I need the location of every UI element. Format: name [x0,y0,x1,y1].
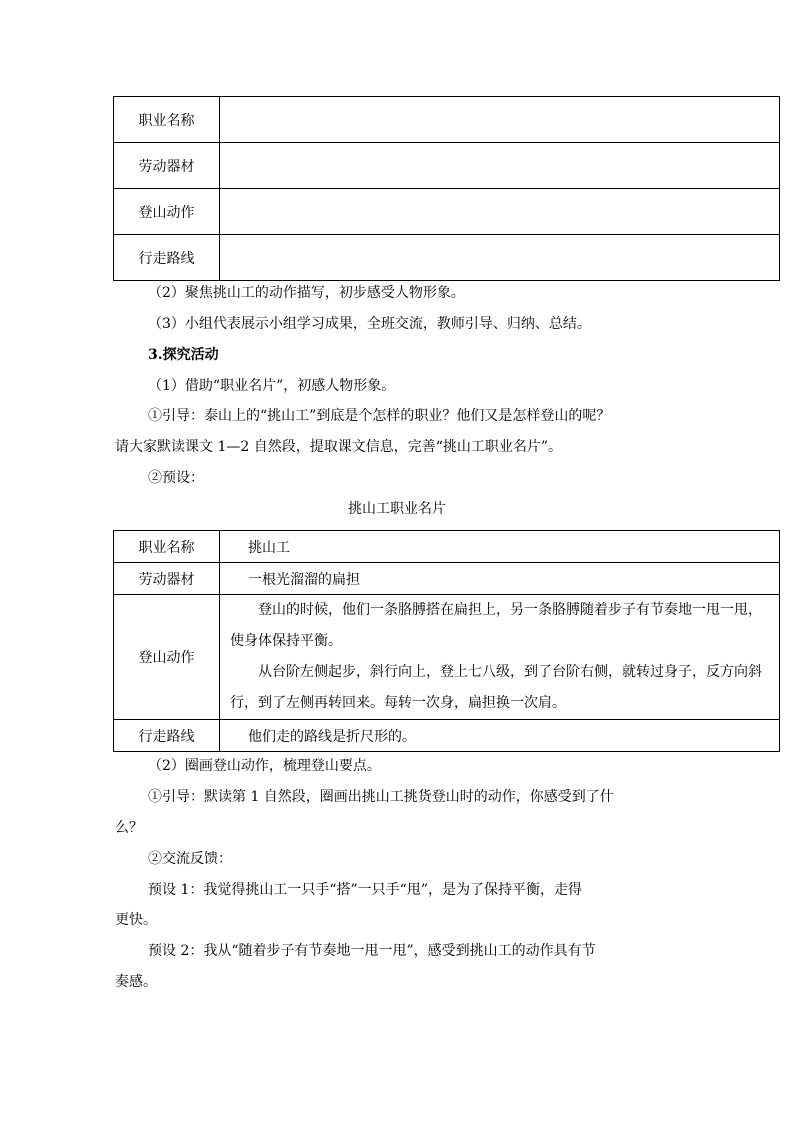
intro-line: （3）小组代表展示小组学习成果，全班交流，教师引导、归纳、总结。 [148,316,591,332]
job-name-cell [220,97,780,143]
tool-label: 劳动器材 [114,143,220,189]
table-row [114,97,780,143]
climb-action-cell [220,189,780,235]
route-cell [220,235,780,281]
climb-action-label: 登山动作 [114,595,220,720]
route-label: 行走路线 [114,720,220,752]
intro-line: ①引导：泰山上的“挑山工”到底是个怎样的职业？他们又是怎样登山的呢？ [148,408,611,424]
table-row [114,563,780,595]
section-heading: 3.探究活动 [148,347,219,363]
intro-line: ②预设： [148,470,204,486]
blank-job-card-table [113,96,780,281]
table-row [114,189,780,235]
job-name-value: 挑山工 [220,531,780,563]
intro-line: 请大家默读课文 1—2 自然段，提取课文信息，完善“挑山工职业名片”。 [115,439,563,455]
table-row [114,595,780,720]
table-row [114,143,780,189]
body-line: 么？ [115,820,143,836]
table-row [114,235,780,281]
climb-action-value [220,595,780,720]
body-line: 预设 1：我觉得挑山工一只手“搭”一只手“甩”，是为了保持平衡，走得 [148,882,582,898]
body-line: 更快。 [115,912,157,928]
table-title: 挑山工职业名片 [348,501,446,517]
tool-label: 劳动器材 [114,563,220,595]
intro-line: （1）借助“职业名片”，初感人物形象。 [148,378,396,394]
route-value: 他们走的路线是折尺形的。 [220,720,780,752]
climb-action-label: 登山动作 [114,189,220,235]
body-line: ②交流反馈： [148,851,232,867]
tool-value: 一根光溜溜的扁担 [220,563,780,595]
body-line: 奏感。 [115,974,157,990]
job-name-label: 职业名称 [114,531,220,563]
job-card-table [113,530,780,752]
table-row [114,531,780,563]
climb-paragraph-2: 从台阶左侧起步，斜行向上，登上七八级，到了台阶右侧，就转过身子，反方向斜行，到了左侧再转回来。每转一次身，扁担换一次肩。 [230,664,762,711]
body-line: （2）圈画登山动作，梳理登山要点。 [148,758,381,774]
body-line: ①引导：默读第 1 自然段，圈画出挑山工挑货登山时的动作，你感受到了什 [148,789,614,805]
intro-line: （2）聚焦挑山工的动作描写，初步感受人物形象。 [148,285,465,301]
body-line: 预设 2：我从“随着步子有节奏地一甩一甩”，感受到挑山工的动作具有节 [148,943,596,959]
table-row [114,720,780,752]
climb-paragraph-1: 登山的时候，他们一条胳膊搭在扁担上，另一条胳膊随着步子有节奏地一甩一甩，使身体保持平衡。 [230,602,762,649]
route-label: 行走路线 [114,235,220,281]
tool-cell [220,143,780,189]
job-name-label: 职业名称 [114,97,220,143]
